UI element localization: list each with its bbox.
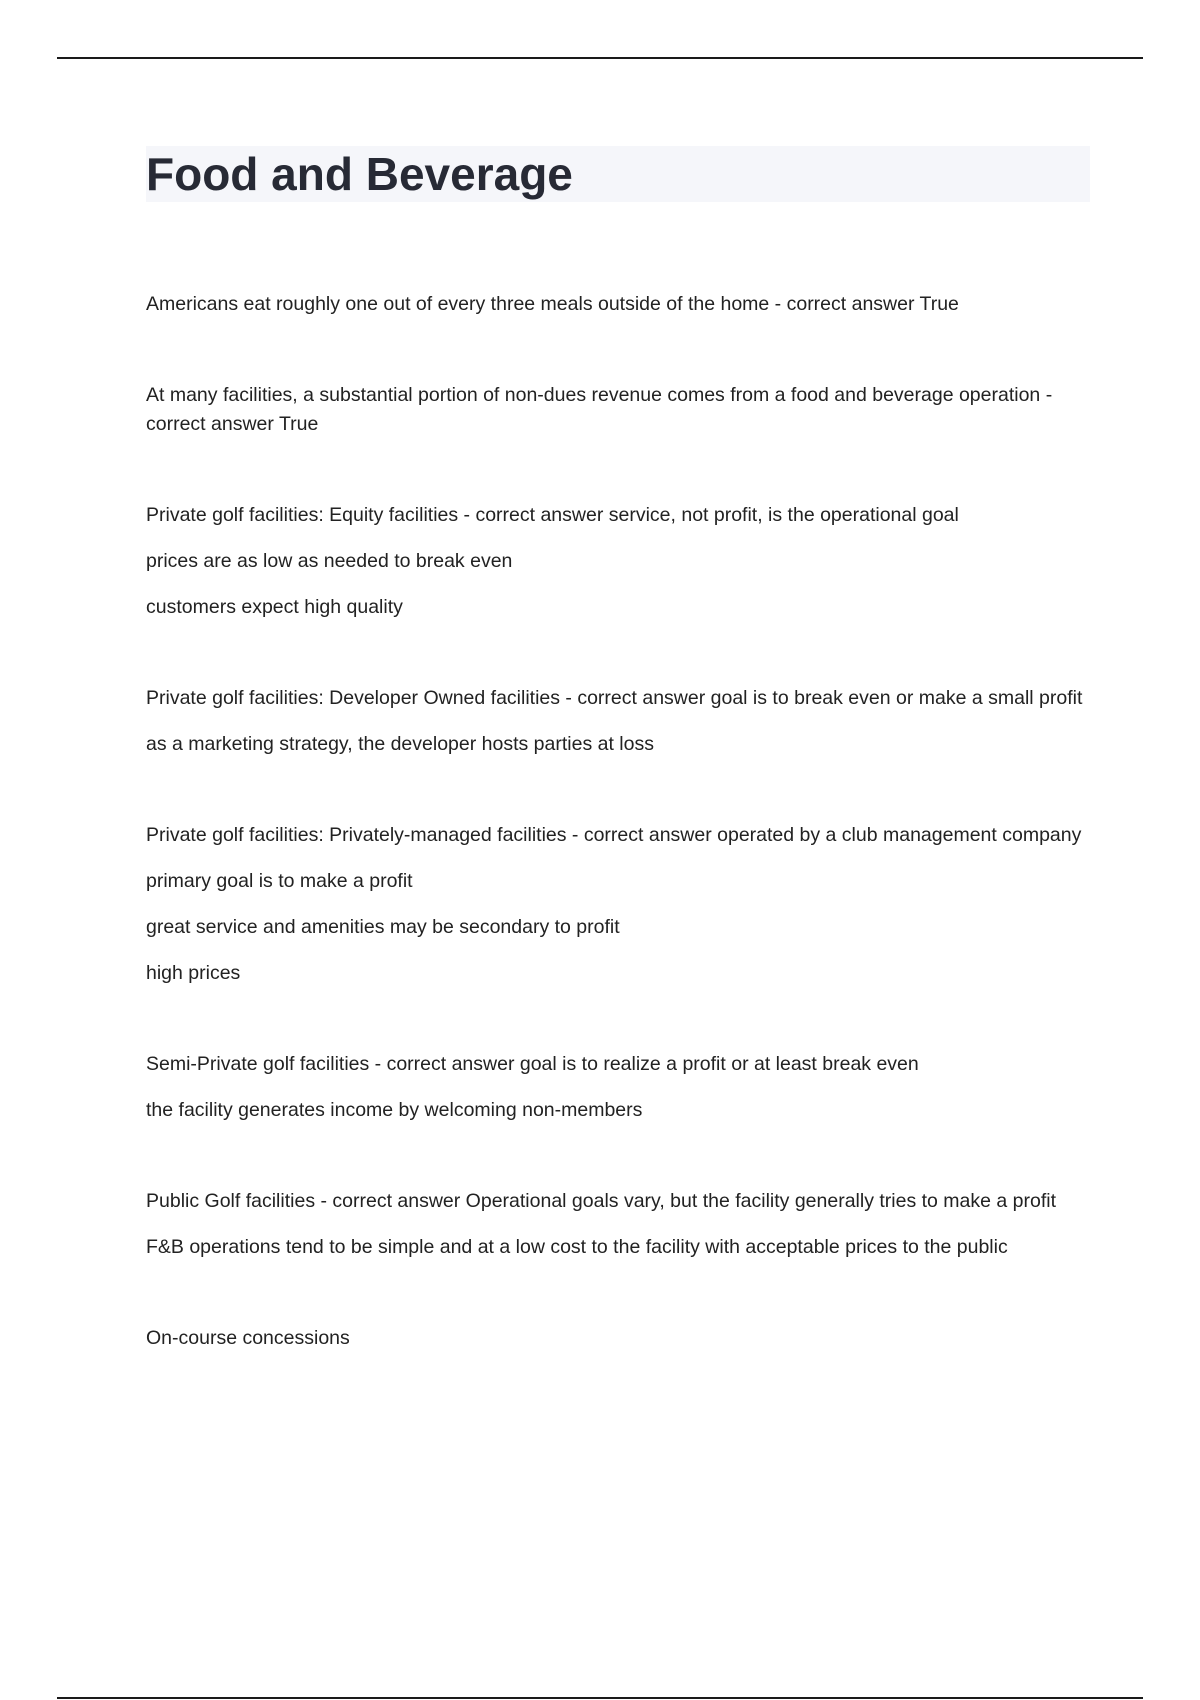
- qa-line: On-course concessions: [146, 1327, 350, 1349]
- qa-entry: [146, 1187, 1090, 1262]
- qa-line: Private golf facilities: Equity facilities - correct answer service, not profit, is the operational goal: [146, 504, 959, 526]
- qa-entry: [146, 501, 1090, 622]
- bottom-rule: [57, 1697, 1143, 1699]
- qa-line: Americans eat roughly one out of every three meals outside of the home - correct answer True: [146, 293, 959, 315]
- qa-entry: [146, 1050, 1090, 1125]
- qa-entry: [146, 1324, 1090, 1353]
- qa-line: F&B operations tend to be simple and at a low cost to the facility with acceptable prices to the public: [146, 1236, 1008, 1258]
- qa-entry: [146, 290, 1090, 319]
- qa-line: the facility generates income by welcoming non-members: [146, 1099, 643, 1121]
- top-rule: [57, 57, 1143, 59]
- qa-line: prices are as low as needed to break even: [146, 550, 513, 572]
- page-title: Food and Beverage: [146, 148, 573, 200]
- qa-entry: [146, 684, 1090, 759]
- qa-entry: [146, 381, 1090, 439]
- qa-line: Private golf facilities: Privately-managed facilities - correct answer operated by a club management company: [146, 824, 1082, 846]
- qa-line: At many facilities, a substantial portion of non-dues revenue comes from a food and beverage operation - correct answer True: [146, 384, 1053, 435]
- qa-entry: [146, 821, 1090, 988]
- qa-line: great service and amenities may be secondary to profit: [146, 916, 620, 938]
- qa-line: customers expect high quality: [146, 596, 403, 618]
- qa-line: primary goal is to make a profit: [146, 870, 413, 892]
- qa-line: Public Golf facilities - correct answer Operational goals vary, but the facility generally tries to make a profit: [146, 1190, 1057, 1212]
- qa-line: as a marketing strategy, the developer hosts parties at loss: [146, 733, 654, 755]
- qa-line: Private golf facilities: Developer Owned facilities - correct answer goal is to break even or make a small profit: [146, 687, 1083, 709]
- qa-line: Semi-Private golf facilities - correct answer goal is to realize a profit or at least break even: [146, 1053, 919, 1075]
- qa-line: high prices: [146, 962, 241, 984]
- document-body: [146, 290, 1090, 1415]
